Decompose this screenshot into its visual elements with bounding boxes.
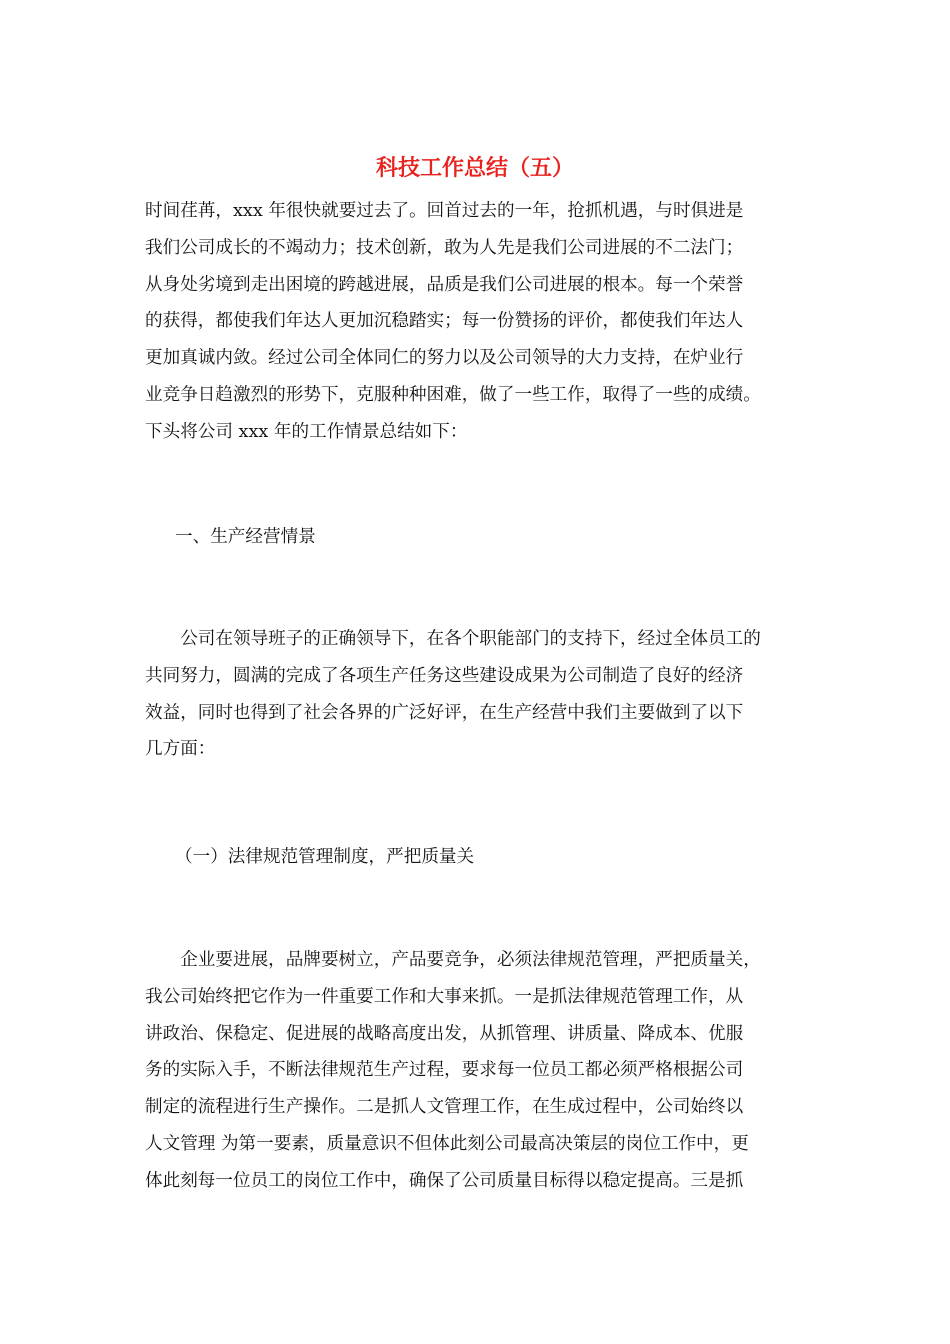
- paragraph-line: 务的实际入手，不断法律规范生产过程，要求每一位员工都必须严格根据公司: [145, 1060, 744, 1081]
- heading-text: （一）法律规范管理制度，严把质量关: [175, 847, 475, 867]
- production-paragraph: [145, 621, 815, 768]
- paragraph-line: 公司在领导班子的正确领导下，在各个职能部门的支持下，经过全体员工的: [145, 629, 761, 649]
- intro-paragraph: [145, 193, 815, 451]
- paragraph-line: 的获得，都使我们年达人更加沉稳踏实；每一份赞扬的评价，都使我们年达人: [145, 311, 744, 332]
- paragraph-line: 讲政治、保稳定、促进展的战略高度出发，从抓管理、讲质量、降成本、优服: [145, 1023, 744, 1044]
- paragraph-line: 更加真诚内敛。经过公司全体同仁的努力以及公司领导的大力支持，在炉业行: [145, 348, 744, 369]
- heading-text: 一、生产经营情景: [175, 527, 316, 547]
- paragraph-line: 我们公司成长的不竭动力；技术创新，敢为人先是我们公司进展的不二法门；: [145, 237, 744, 258]
- paragraph-line: 共同努力，圆满的完成了各项生产任务这些建设成果为公司制造了良好的经济: [145, 665, 744, 686]
- paragraph-line: 制定的流程进行生产操作。二是抓人文管理工作，在生成过程中，公司始终以: [145, 1097, 744, 1118]
- paragraph-line: 我公司始终把它作为一件重要工作和大事来抓。一是抓法律规范管理工作，从: [145, 986, 744, 1007]
- paragraph-line: 几方面：: [145, 739, 216, 760]
- document-title: 科技工作总结（五）: [375, 155, 574, 181]
- section-heading-production: [145, 519, 815, 556]
- quality-paragraph: [145, 942, 815, 1200]
- paragraph-line: 时间荏苒，xxx 年很快就要过去了。回首过去的一年，抢抓机遇，与时俱进是: [145, 201, 744, 221]
- paragraph-line: 下头将公司 xxx 年的工作情景总结如下：: [145, 421, 468, 442]
- paragraph-line: 效益，同时也得到了社会各界的广泛好评，在生产经营中我们主要做到了以下: [145, 702, 744, 723]
- paragraph-line: 企业要进展，品牌要树立，产品要竞争，必须法律规范管理，严把质量关，: [145, 950, 761, 970]
- paragraph-line: 从身处劣境到走出困境的跨越进展，品质是我们公司进展的根本。每一个荣誉: [145, 274, 744, 295]
- paragraph-line: 业竞争日趋激烈的形势下，克服种种困难，做了一些工作，取得了一些的成绩。: [145, 384, 761, 405]
- paragraph-line: 人文管理 为第一要素，质量意识不但体此刻公司最高决策层的岗位工作中，更: [145, 1133, 749, 1154]
- subsection-heading-quality: [145, 839, 815, 876]
- paragraph-line: 体此刻每一位员工的岗位工作中，确保了公司质量目标得以稳定提高。三是抓: [145, 1170, 744, 1191]
